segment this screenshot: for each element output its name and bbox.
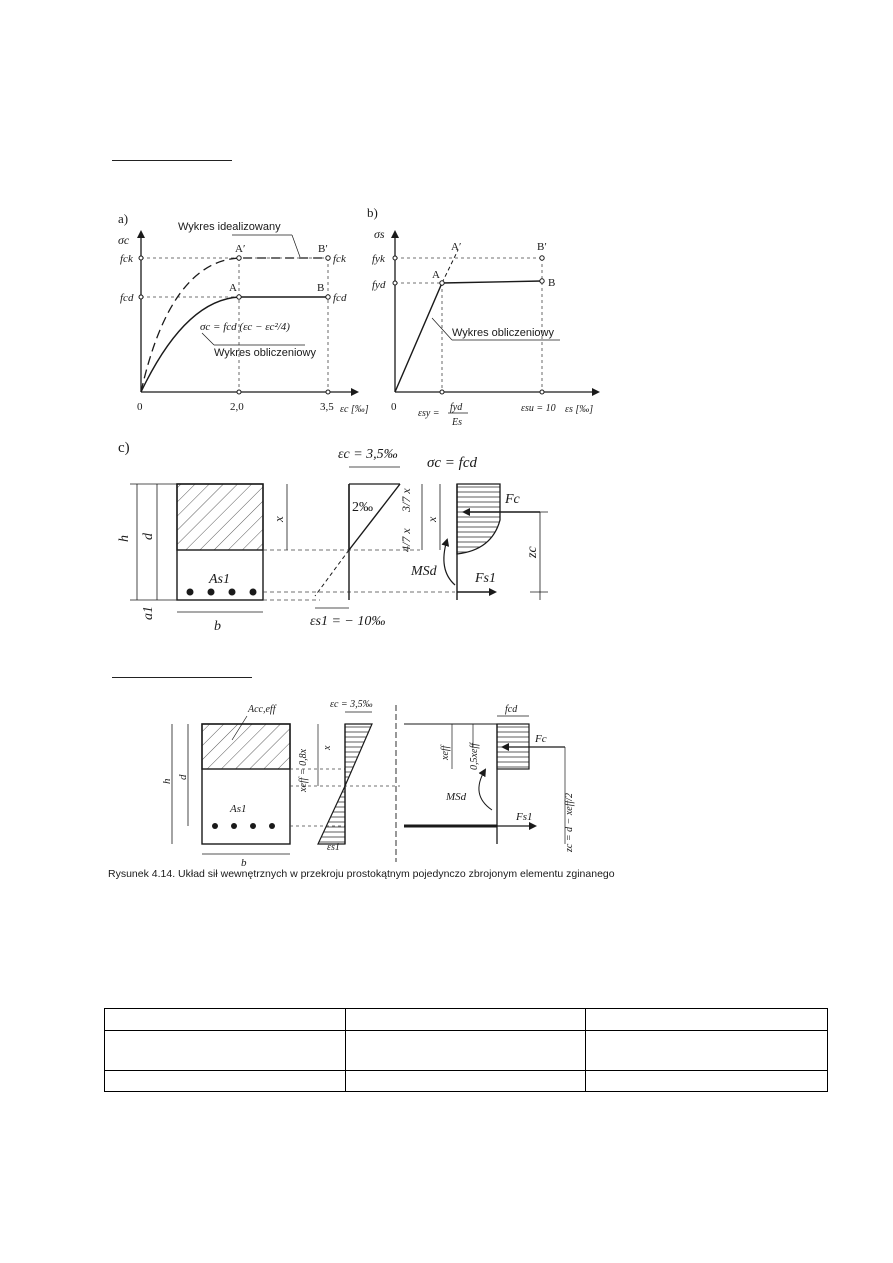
fig-b-eps-sy-num: fyd [450,402,463,413]
fig-b-point-b-prime: B′ [537,241,547,253]
fig-a-tick-35: 3,5 [320,401,334,413]
fig-b-point-a: A [432,269,440,281]
fig-d-h: h [161,778,173,784]
fig-d-b: b [241,857,247,869]
fig-d-half-xeff: 0,5xeff [469,743,480,770]
fig-a-point-a: A [229,282,237,294]
fig-b-tick-0: 0 [391,401,397,413]
fig-c-zc: zc [525,546,540,558]
fig-d-zc: zc = d − xeff/2 [564,792,575,852]
table-cell [105,1071,346,1092]
fig-a-formula: σc = fcd (εc − εc²/4) [200,321,290,333]
empty-table [104,1008,828,1092]
fig-d-MSd: MSd [446,791,467,803]
table-cell [346,1031,586,1071]
fig-a-fcd-left: fcd [120,292,134,304]
fig-b-eps-su: εsu = 10 [521,403,556,414]
fig-b-y-axis-label: σs [374,227,385,241]
fig-b-point-b: B [548,277,556,289]
fig-d-xeff-short: xeff [440,745,451,760]
fig-d-Fs1: Fs1 [516,811,533,823]
fig-a-fck-left: fck [120,253,133,265]
fig-c-As1: As1 [209,572,230,587]
figure-a-concrete-diagram [118,211,369,415]
table-cell [105,1031,346,1071]
fig-a-tick-2: 2,0 [230,401,244,413]
fig-a-point-a-prime: A′ [235,243,246,255]
table-cell [586,1009,828,1031]
fig-c-Fs1: Fs1 [475,571,496,586]
fig-d-caption: Rysunek 4.14. Układ sił wewnętrznych w przekroju prostokątnym pojedynczo zbrojonym elementu zginanego [108,868,615,880]
table-cell [346,1009,586,1031]
fig-c-a1: a1 [141,606,156,620]
fig-c-label: c) [118,440,130,456]
fig-c-d: d [141,533,156,540]
fig-b-point-a-prime: A′ [451,241,462,253]
fig-c-x: x [271,516,286,522]
fig-c-eps-c: εc = 3,5‰ [338,447,398,462]
fig-d-Fc: Fc [535,733,547,745]
fig-b-fyd: fyd [372,279,386,291]
fig-a-idealized-label: Wykres idealizowany [178,221,281,233]
table-cell [105,1009,346,1031]
fig-c-x-2: x [425,516,439,522]
fig-c-three-seventh: 3/7 x [399,488,413,512]
fig-d-Acc: Acc,eff [248,704,276,715]
fig-a-point-b-prime: B′ [318,243,328,255]
fig-b-design-label: Wykres obliczeniowy [452,327,554,339]
table-row [105,1031,828,1071]
fig-c-stress-block [457,484,500,554]
fig-a-y-axis-label: σc [118,233,130,247]
fig-d-xeff: xeff = 0,8x [298,748,309,792]
table-cell [586,1071,828,1092]
fig-a-tick-0: 0 [137,401,143,413]
table-row [105,1009,828,1031]
table-cell [346,1071,586,1092]
fig-c-eps-s1: εs1 = − 10‰ [310,614,386,629]
fig-d-eps-s1: εs1 [327,842,340,853]
fig-b-eps-sy-den: Es [452,417,462,428]
fig-a-fcd-right: fcd [333,292,347,304]
fig-c-MSd: MSd [411,564,437,579]
table-row [105,1071,828,1092]
fig-c-compression-zone [177,484,263,550]
fig-d-d: d [177,774,189,780]
fig-c-four-seventh: 4/7 x [399,528,413,552]
figure-b-steel-diagram [367,205,598,428]
fig-b-fyk: fyk [372,253,385,265]
fig-c-h: h [117,535,132,542]
fig-a-fck-right: fck [333,253,346,265]
fig-a-design-label: Wykres obliczeniowy [214,347,316,359]
fig-a-x-label: εc [‰] [340,404,369,415]
fig-c-Fc: Fc [505,492,520,507]
fig-c-b: b [214,619,221,634]
fig-c-two-permille: 2‰ [352,500,373,515]
fig-a-point-b: B [317,282,325,294]
fig-b-eps-sy: εsy = [418,408,440,419]
fig-d-eps-c: εc = 3,5‰ [330,699,373,710]
fig-d-fcd: fcd [505,704,518,715]
table-cell [586,1031,828,1071]
fig-b-label: b) [367,205,378,220]
fig-b-x-label: εs [‰] [565,404,594,415]
fig-a-label: a) [118,211,129,226]
figure-d-simplified-block [108,699,615,880]
fig-d-x: x [322,745,333,750]
figure-c-section-forces [117,440,548,634]
fig-c-sigma-c: σc = fcd [427,455,478,471]
fig-d-As1: As1 [230,803,247,815]
